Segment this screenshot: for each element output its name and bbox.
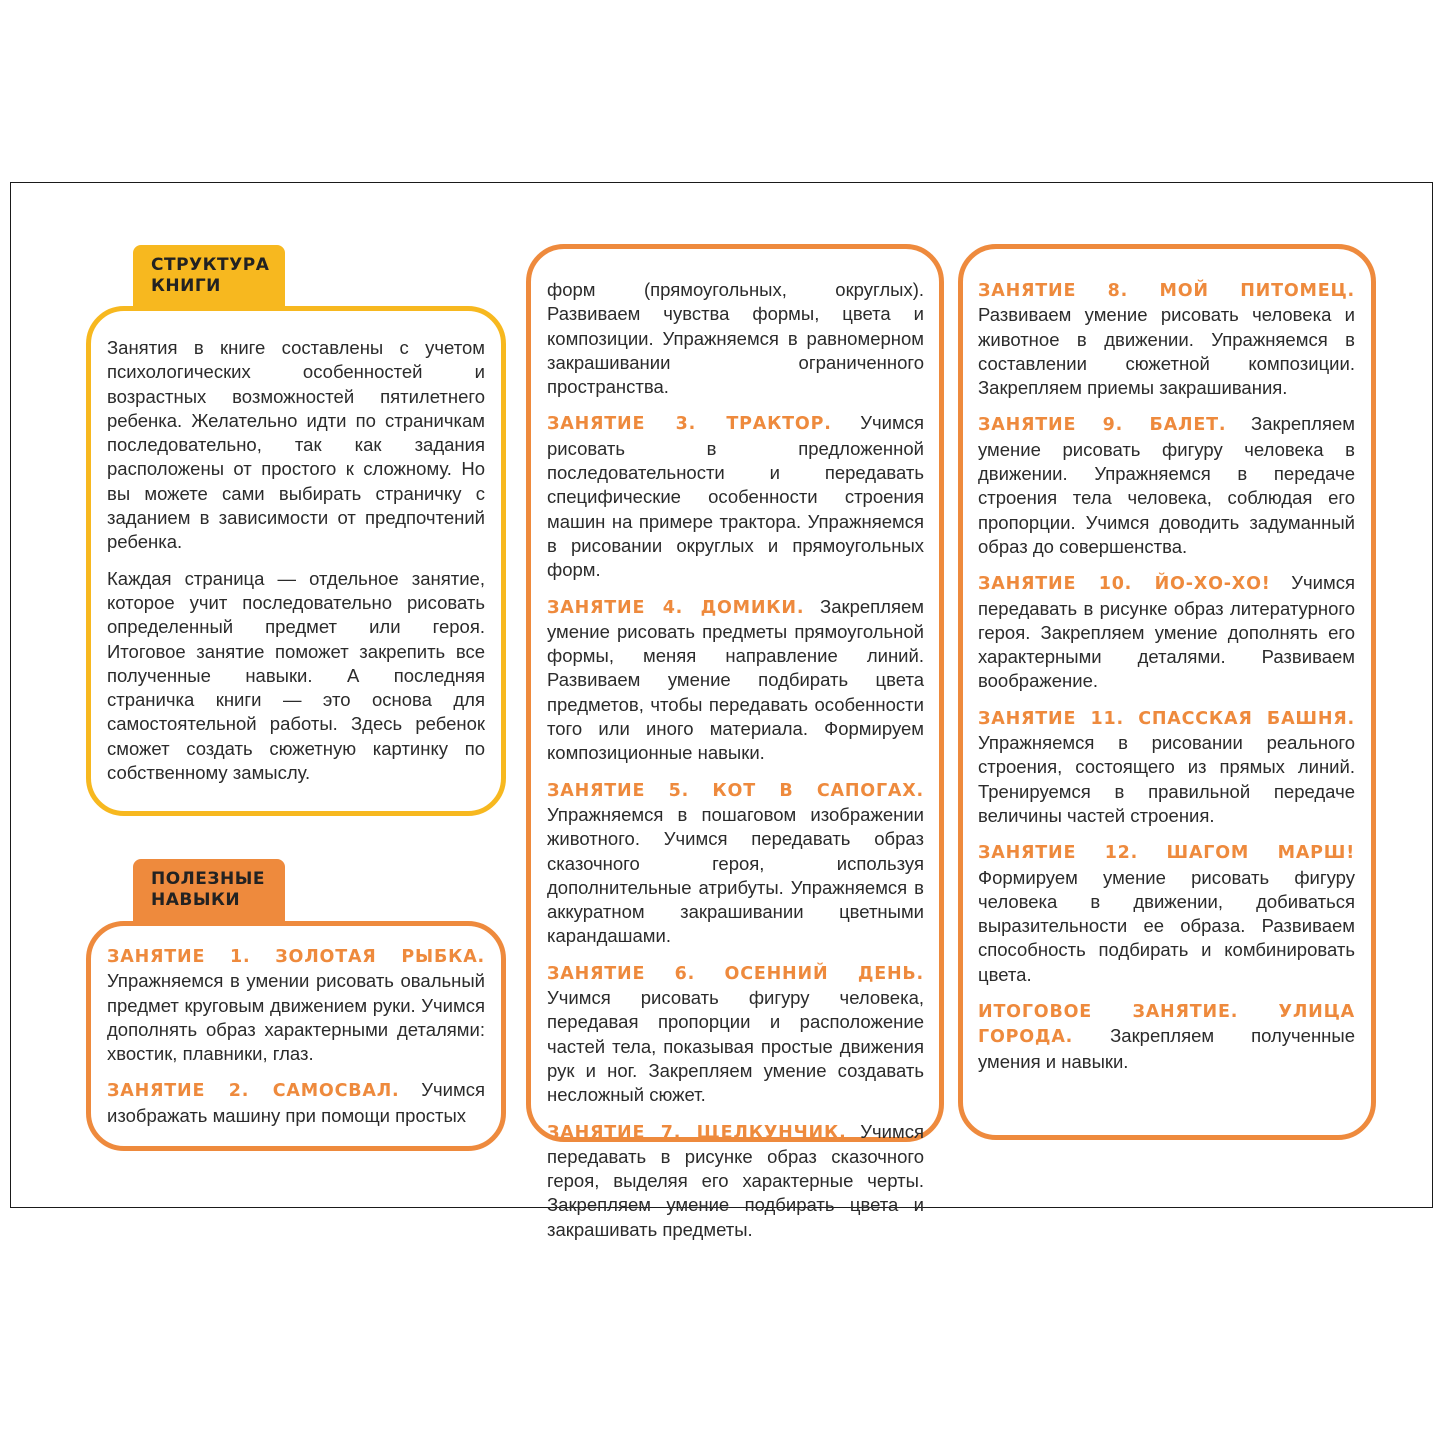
lesson-final-heading: ИТОГОВОЕ ЗАНЯТИЕ. УЛИЦА ГОРОДА. xyxy=(978,1002,1355,1048)
column-1-text xyxy=(107,944,485,1140)
structure-tab-line1: СТРУКТУРА xyxy=(151,255,270,275)
lesson-10 xyxy=(978,571,1355,693)
lesson-9-heading: ЗАНЯТИЕ 9. БАЛЕТ. xyxy=(978,415,1227,436)
lesson-2-text: Учимся изображать машину при помощи простых xyxy=(107,1079,486,1126)
lesson-4-heading: ЗАНЯТИЕ 4. ДОМИКИ. xyxy=(547,597,805,618)
lesson-4 xyxy=(547,595,924,766)
lesson-7-heading: ЗАНЯТИЕ 7. ЩЕЛКУНЧИК. xyxy=(547,1122,847,1143)
structure-paragraph-1: Занятия в книге составлены с учетом психологических особенностей и возрастных возможностей пятилетнего ребенка. Желательно идти по страничкам последовательно, так как задания расположены от простого к сложному. Но вы можете сами выбирать страничку с заданием в зависимости от предпочтений ребенка. xyxy=(107,337,485,553)
lesson-8-text: Развиваем умение рисовать человека и животное в движении. Упражняемся в составлении сюжетной композиции. Закрепляем приемы закрашивания. xyxy=(978,304,1355,399)
lesson-3-text: Учимся рисовать в предложенной последовательности и передавать специфические особенности строения машин на примере трактора. Упражняемся в рисовании округлых и прямоугольных форм. xyxy=(547,412,924,581)
lesson-5-text: Упражняемся в пошаговом изображении животного. Учимся передавать образ сказочного героя, используя дополнительные атрибуты. Упражняемся в аккуратном закрашивании цветными карандашами. xyxy=(547,803,924,947)
lesson-1-text: Упражняемся в умении рисовать овальный предмет круговым движением руки. Учимся дополнять образ характерными деталями: хвостик, плавники, глаз. xyxy=(107,970,485,1065)
column-2-text xyxy=(547,278,924,1254)
lesson-9 xyxy=(978,412,1355,559)
structure-tab xyxy=(133,245,285,307)
structure-paragraph-2: Каждая страница — отдельное занятие, которое учит последовательно рисовать определенный предмет или героя. Итоговое занятие поможет закрепить все полученные навыки. А последняя страничка книги — это основа для самостоятельной работы. Здесь ребенок сможет создать сюжетную картинку по собственному замыслу. xyxy=(107,567,485,784)
lesson-11-text: Упражняемся в рисовании реального строения, состоящего из прямых линий. Тренируемся в правильной передаче величины частей строения. xyxy=(978,732,1355,826)
lesson-8-heading: ЗАНЯТИЕ 8. МОЙ ПИТОМЕЦ. xyxy=(978,281,1355,301)
lesson-4-text: Закрепляем умение рисовать предметы прямоугольной формы, меняя направление линий. Развиваем умение подбирать цвета предметов, чтобы передавать особенности того или иного материала. Формируем композиционные навыки. xyxy=(547,595,924,764)
lesson-5-heading: ЗАНЯТИЕ 5. КОТ В САПОГАХ. xyxy=(547,780,924,801)
lesson-1-heading: ЗАНЯТИЕ 1. ЗОЛОТАЯ РЫБКА. xyxy=(107,947,485,967)
lesson-3 xyxy=(547,411,924,582)
lesson-11-heading: ЗАНЯТИЕ 11. СПАССКАЯ БАШНЯ. xyxy=(978,708,1355,729)
skills-tab xyxy=(133,859,285,921)
lesson-6-text: Учимся рисовать фигуру человека, передавая пропорции и расположение частей тела, показывая простые движения рук и ног. Закрепляем умение создавать несложный сюжет. xyxy=(547,987,924,1106)
skills-tab-line1: ПОЛЕЗНЫЕ xyxy=(151,869,265,889)
structure-tab-line2: КНИГИ xyxy=(151,276,221,296)
skills-tab-line2: НАВЫКИ xyxy=(151,890,241,910)
lesson-8 xyxy=(978,278,1355,400)
column-3-text xyxy=(978,278,1355,1086)
lesson-10-heading: ЗАНЯТИЕ 10. ЙО-ХО-ХО! xyxy=(978,574,1271,595)
lesson-12-heading: ЗАНЯТИЕ 12. ШАГОМ МАРШ! xyxy=(978,843,1355,864)
lesson-1 xyxy=(107,944,485,1066)
lesson-final xyxy=(978,999,1355,1074)
lesson-2 xyxy=(107,1078,485,1128)
lesson-9-text: Закрепляем умение рисовать фигуру человека в движении. Упражняемся в передаче строения тела человека, соблюдая его пропорции. Учимся доводить задуманный образ до совершенства. xyxy=(978,413,1355,557)
lesson-6 xyxy=(547,961,924,1108)
structure-text xyxy=(107,336,485,797)
lesson-7-text: Учимся передавать в рисунке образ сказочного героя, выделяя его характерные черты. Закрепляем умение подбирать цвета и закрашивать предметы. xyxy=(547,1120,924,1240)
lesson-2-continued-text: форм (прямоугольных, округлых). Развиваем чувства формы, цвета и композиции. Упражняемся в равномерном закрашивании ограниченного пространства. xyxy=(547,279,924,398)
lesson-7 xyxy=(547,1120,924,1242)
lesson-10-text: Учимся передавать в рисунке образ литературного героя. Закрепляем умение дополнять его характерными деталями. Развиваем воображение. xyxy=(978,572,1355,692)
lesson-5 xyxy=(547,778,924,949)
lesson-2-heading: ЗАНЯТИЕ 2. САМОСВАЛ. xyxy=(107,1081,400,1102)
lesson-12-text: Формируем умение рисовать фигуру человека в движении, добиваться выразительности ее образа. Развиваем способность подбирать и комбинировать цвета. xyxy=(978,866,1355,985)
lesson-6-heading: ЗАНЯТИЕ 6. ОСЕННИЙ ДЕНЬ. xyxy=(547,963,924,984)
lesson-11 xyxy=(978,706,1355,828)
lesson-2-continued xyxy=(547,278,924,399)
lesson-12 xyxy=(978,840,1355,987)
lesson-3-heading: ЗАНЯТИЕ 3. ТРАКТОР. xyxy=(547,414,832,435)
lesson-final-text: Закрепляем полученные умения и навыки. xyxy=(978,1025,1355,1072)
